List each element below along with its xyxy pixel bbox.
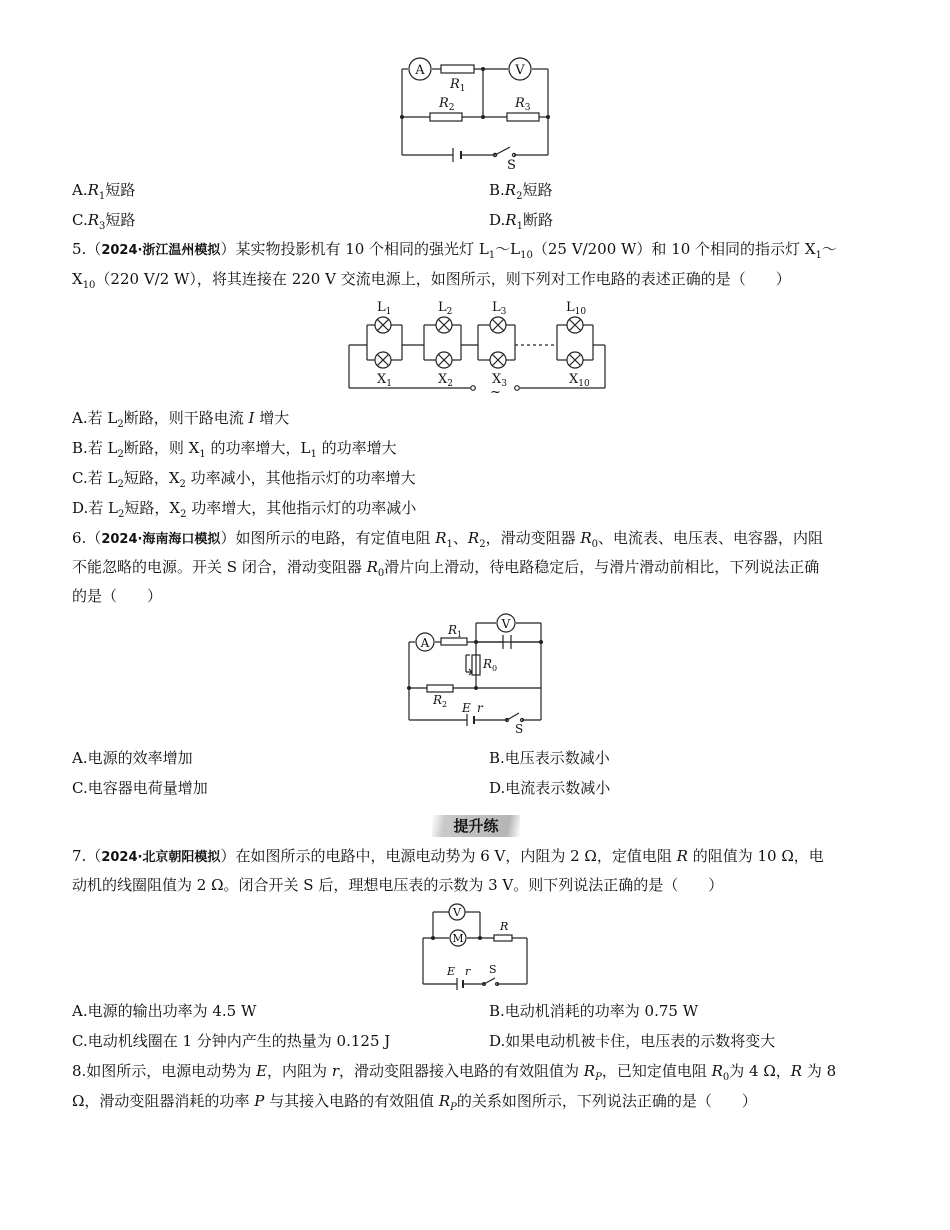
- voltmeter-label: V: [515, 63, 525, 78]
- label-r1: $R_1$: [450, 77, 466, 94]
- resistor-r1-icon: [441, 638, 467, 645]
- label-e: E: [462, 701, 471, 715]
- ammeter-label: A: [420, 636, 430, 650]
- q6-option-d[interactable]: D.电流表示数减小: [489, 779, 611, 797]
- label-internal-r: r: [477, 701, 483, 715]
- q6-option-b[interactable]: B.电压表示数减小: [489, 749, 610, 767]
- junction-dot: [400, 115, 404, 119]
- label-r2: $R_2$: [439, 96, 455, 113]
- q7-circuit-figure: [0, 898, 950, 998]
- resistor-r1-icon: [441, 65, 474, 73]
- q4-circuit-figure: [0, 0, 950, 180]
- junction-dot: [546, 115, 550, 119]
- q6-stem-line2: 不能忽略的电源。开关 S 闭合，滑动变阻器 $R_0$滑片向上滑动，待电路稳定后，与滑片滑动前相比，下列说法正确: [72, 558, 820, 579]
- label-s: S: [507, 158, 516, 173]
- q7-wires: [423, 912, 527, 984]
- junction-dot: [431, 936, 435, 940]
- q5-stem-line1: 5.（2024·浙江温州模拟）某实物投影机有 10 个相同的强光灯 $L_1\sim L_{10}(25$ V/200 W）和 10 个相同的指示灯 $X_1\sim$: [72, 240, 837, 261]
- q7-stem-line2: 动机的线圈阻值为 2 Ω。闭合开关 S 后，理想电压表的示数为 3 V。则下列说法正确的是（ ）: [72, 876, 724, 894]
- voltmeter-label: V: [453, 906, 461, 919]
- voltmeter-label: V: [501, 617, 511, 631]
- q5-circuit-figure: [0, 290, 950, 400]
- label-s: S: [489, 963, 497, 976]
- q4-option-a[interactable]: $A.R_1$短路: [72, 181, 136, 202]
- junction-dot: [478, 936, 482, 940]
- label-s: S: [515, 722, 524, 736]
- q5-option-a[interactable]: A.若 $L_2$断路，则干路电流 I 增大: [72, 409, 290, 430]
- q4-option-c[interactable]: $C.R_3$短路: [72, 211, 136, 232]
- q8-stem-line1: 8.如图所示，电源电动势为 E，内阻为 r，滑动变阻器接入电路的有效阻值为 $R_P$，已知定值电阻 $R_0$为 4 Ω，R 为 8: [72, 1062, 837, 1083]
- label-r: R: [500, 920, 509, 933]
- label-x2: $X_2$: [438, 372, 453, 389]
- q5-option-b[interactable]: B.若 $L_2$断路，则 $X_1$ 的功率增大，$L_1$ 的功率增大: [72, 439, 397, 460]
- q7-option-c[interactable]: C.电动机线圈在 1 分钟内产生的热量为 0.125 J: [72, 1032, 391, 1050]
- q4-option-d[interactable]: $D.R_1$断路: [489, 211, 553, 232]
- slider-arrow-icon: [466, 669, 472, 675]
- q5-option-c[interactable]: C.若 $L_2$短路，$X_2$ 功率减小，其他指示灯的功率增大: [72, 469, 416, 490]
- label-l10: $L_{10}$: [566, 300, 587, 317]
- resistor-r2-icon: [430, 113, 462, 121]
- label-internal-r: r: [465, 965, 471, 978]
- label-l2: $L_2$: [438, 300, 453, 317]
- q6-circuit-figure: [0, 610, 950, 740]
- q8-stem-line2: Ω，滑动变阻器消耗的功率 P 与其接入电路的有效阻值 $R_P$的关系如图所示，下列说法正确的是（ ）: [72, 1092, 757, 1113]
- terminal-icon: [471, 386, 476, 391]
- junction-dot: [474, 686, 478, 690]
- terminal-icon: [515, 386, 520, 391]
- junction-dot: [474, 640, 478, 644]
- q5-stem-line2: $X_{10}(220$ V/2 W），将其连接在 220 V 交流电源上，如图所示，则下列对工作电路的表述正确的是（ ）: [72, 270, 791, 291]
- label-e: E: [447, 965, 456, 978]
- label-x10: $X_{10}$: [569, 372, 590, 389]
- q7-stem-line1: 7.（2024·北京朝阳模拟）在如图所示的电路中，电源电动势为 6 V，内阻为 2 Ω，定值电阻 R 的阻值为 10 Ω，电: [72, 847, 824, 865]
- junction-dot: [481, 67, 485, 71]
- junction-dot: [407, 686, 411, 690]
- label-x1: $X_1$: [377, 372, 392, 389]
- q5-option-d[interactable]: D.若 $L_2$短路，$X_2$ 功率增大，其他指示灯的功率减小: [72, 499, 417, 520]
- ammeter-label: A: [415, 63, 425, 78]
- label-r3: $R_3$: [515, 96, 531, 113]
- junction-dot: [539, 640, 543, 644]
- resistor-r2-icon: [427, 685, 453, 692]
- resistor-r3-icon: [507, 113, 539, 121]
- label-l1: $L_1$: [377, 300, 392, 317]
- label-r2: $R_2$: [433, 693, 448, 709]
- q6-stem-line1: 6.（2024·海南海口模拟）如图所示的电路，有定值电阻 $R_1$、$R_2$，滑动变阻器 $R_0$、电流表、电压表、电容器，内阻: [72, 529, 824, 550]
- q6-option-c[interactable]: C.电容器电荷量增加: [72, 779, 208, 797]
- q7-option-b[interactable]: B.电动机消耗的功率为 0.75 W: [489, 1002, 699, 1020]
- label-x3: $X_3$: [492, 372, 507, 389]
- q6-option-a[interactable]: A.电源的效率增加: [72, 749, 193, 767]
- q6-stem-line3: 的是（ ）: [72, 587, 163, 605]
- ac-source-label: ~: [490, 385, 501, 400]
- q4-option-b[interactable]: $B.R_2$短路: [489, 181, 553, 202]
- label-r1: $R_1$: [448, 623, 463, 639]
- q7-option-a[interactable]: A.电源的输出功率为 4.5 W: [72, 1002, 257, 1020]
- section-banner: 提升练: [432, 815, 520, 837]
- label-l3: $L_3$: [492, 300, 507, 317]
- junction-dot: [481, 115, 485, 119]
- label-r0: $R_0$: [483, 657, 498, 673]
- resistor-r-icon: [494, 935, 512, 941]
- q7-option-d[interactable]: D.如果电动机被卡住，电压表的示数将变大: [489, 1032, 776, 1050]
- motor-label: M: [452, 932, 464, 945]
